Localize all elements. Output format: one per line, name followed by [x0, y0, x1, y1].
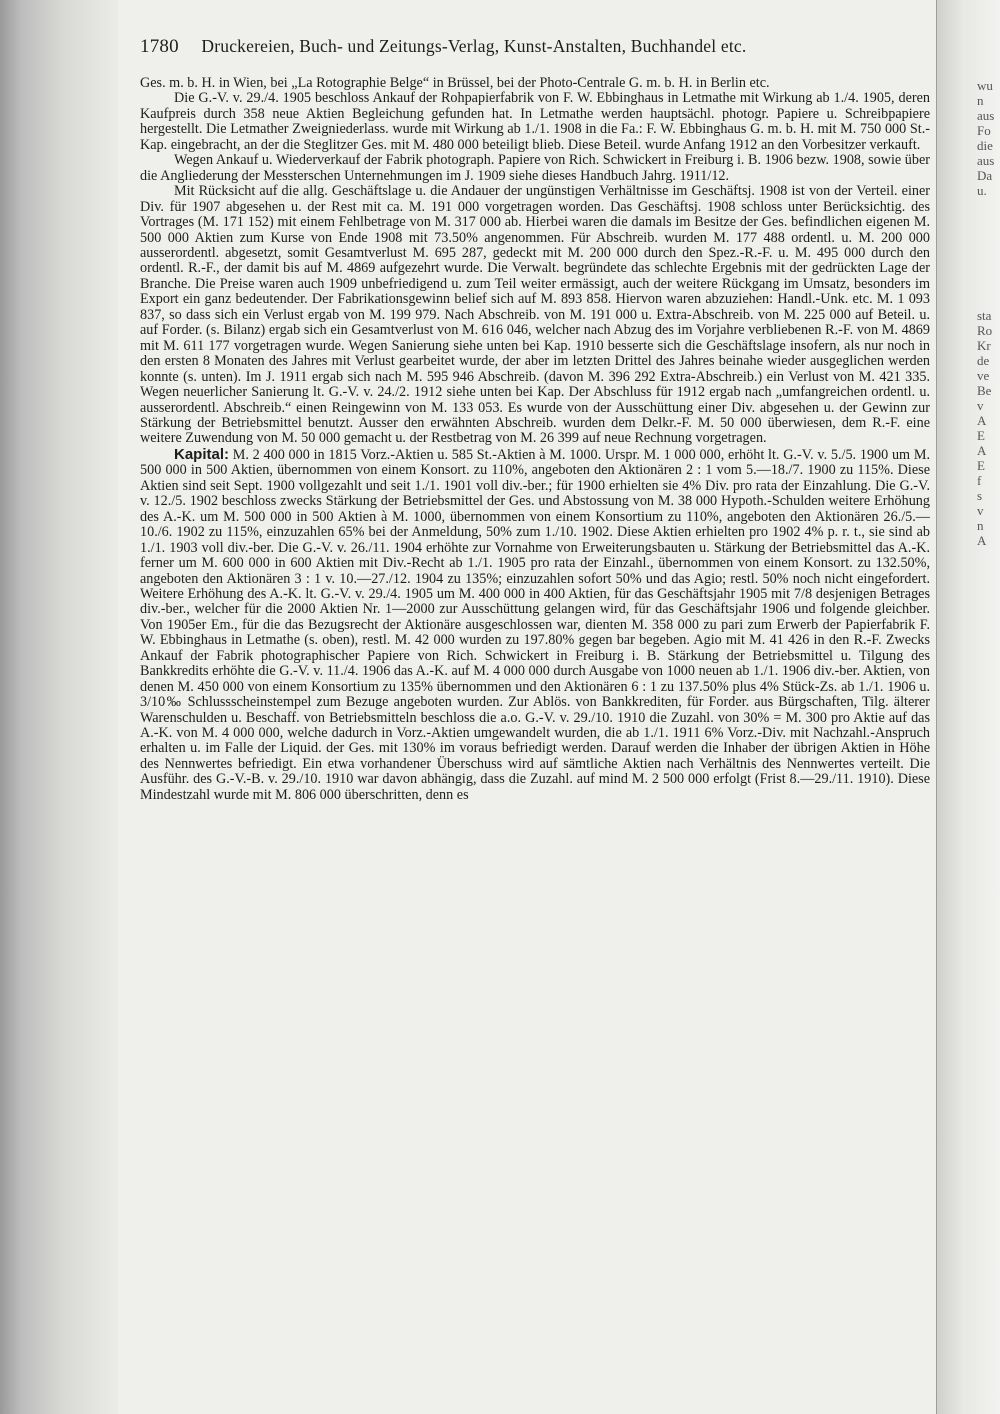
facing-page-fragment: E [977, 428, 985, 443]
facing-page-fragment: f [977, 473, 982, 488]
facing-page-fragment: die [977, 138, 993, 153]
facing-page-fragment: n [977, 93, 984, 108]
facing-page-fragment: ve [977, 368, 990, 383]
facing-page-fragment: Fo [977, 123, 991, 138]
facing-page-fragment: E [977, 458, 985, 473]
facing-page-fragment: v [977, 398, 984, 413]
facing-page-fragment: de [977, 353, 990, 368]
facing-page-fragment: A [977, 443, 987, 458]
facing-page-fragment: aus [977, 153, 995, 168]
facing-page-fragment: sta [977, 308, 992, 323]
facing-page-fragment: A [977, 533, 987, 548]
facing-page-fragment: n [977, 518, 984, 533]
paragraph-kapital [140, 447, 930, 803]
kapital-label: Kapital: [174, 445, 230, 463]
body-text [140, 76, 930, 803]
facing-page-fragment: Da [977, 168, 993, 183]
facing-page-fragment: aus [977, 108, 995, 123]
page-header [140, 36, 920, 58]
paragraph-continuation: Ges. m. b. H. in Wien, bei „La Rotographie Belge“ in Brüssel, bei der Photo-Centrale G. m. b. H. in Berlin etc. [140, 75, 770, 91]
paragraph-schwickert: Wegen Ankauf u. Wiederverkauf der Fabrik photograph. Papiere von Rich. Schwickert in Freiburg i. B. 1906 bezw. 1908, sowie über die Angliederung der Messterschen Unternehmungen im J. 1909 siehe dieses Handbuch Jahrg. 1911/12. [140, 152, 930, 184]
facing-page-fragment: A [977, 413, 987, 428]
paragraph-ebbinghaus: Die G.-V. v. 29./4. 1905 beschloss Ankauf der Rohpapierfabrik von F. W. Ebbinghaus in Letmathe mit Wirkung ab 1./4. 1905, deren Kaufpreis durch 358 neue Aktien Begleichung gefunden hat. In Letmathe werden hauptsächl. photogr. Papiere u. Schreibpapiere hergestellt. Die Letmather Zweigniederlass. wurde mit Wirkung ab 1./1. 1908 in die Fa.: F. W. Ebbinghaus G. m. b. H. mit M. 750 000 St.-Kap. eingebracht, an der die Steglitzer Ges. mit M. 480 000 beteiligt blieb. Diese Beteil. wurde Anfang 1912 an den Vorbesitzer verkauft. [140, 90, 930, 153]
paragraph-business-results: Mit Rücksicht auf die allg. Geschäftslage u. die Andauer der ungünstigen Verhältnisse im Geschäftsj. 1908 ist von der Verteil. einer Div. für 1907 abgesehen u. der Rest mit ca. M. 191 000 vorgetragen worden. Das Geschäftsj. 1908 schloss unter Berücksichtig. des Vortrages (M. 171 152) mit einem Fehlbetrage von M. 317 000 ab. Hierbei waren die damals im Besitze der Ges. befindlichen eigenen M. 500 000 Aktien zum Kurse von Ende 1908 mit 73.50% angenommen. Für Abschreib. wurden M. 177 488 ordentl. u. M. 200 000 ausserordentl. abgesetzt, somit Gesamtverlust M. 695 287, gedeckt mit M. 200 000 durch den Spez.-R.-F. u. M. 495 000 durch den ordentl. R.-F., der damit bis auf M. 4869 aufgezehrt wurde. Die Verwalt. begründete das schlechte Ergebnis mit der gedrückten Lage der Branche. Die Preise waren auch 1909 unbefriedigend u. zum Teil weiter ermässigt, auch der weitere Rückgang im Umsatz, besonders im Export ein ganz bedeutender. Der Fabrikationsgewinn belief sich auf M. 893 858. Hiervon waren abzuziehen: Handl.-Unk. etc. M. 1 093 837, so dass sich ein Verlust ergab von M. 199 979. Nach Abschreib. von M. 191 000 u. Extra-Abschreib. von M. 225 000 auf Beteil. u. auf Forder. (s. Bilanz) ergab sich ein Gesamtverlust von M. 616 046, welcher nach Abzug des im Vorjahre verbliebenen R.-F. von M. 4869 mit M. 611 177 vorgetragen wurde. Wegen Sanierung siehe unten bei Kap. 1910 besserte sich die Geschäftslage insofern, als nur noch in den ersten 8 Monaten des Jahres mit Verlust gearbeitet wurde, der aber im letzten Drittel des Jahres beinahe wieder ausgeglichen werden konnte (s. unten). Im J. 1911 ergab sich nach M. 595 946 Abschreib. (davon M. 396 292 Extra-Abschreib.) ein Verlust von M. 421 335. Wegen neuerlicher Sanierung lt. G.-V. v. 24./2. 1912 siehe unten bei Kap. Der Abschluss für 1912 ergab nach „umfangreichen ordentl. u. ausserordentl. Abschreib.“ einen Reingewinn von M. 133 053. Es wurde von der Ausschüttung einer Div. abgesehen u. der Gewinn zur Stärkung der Betriebsmittel benutzt. Ausser den erwähnten Abschreib. wurden dem Delkr.-F. M. 50 000 überwiesen, dem R.-F. eine weitere Zuwendung von M. 50 000 gemacht u. der Restbetrag von M. 26 399 auf neue Rechnung vorgetragen. [140, 183, 930, 447]
facing-page-fragment: wu [977, 78, 993, 93]
facing-page-fragment: Ro [977, 323, 993, 338]
kapital-text: M. 2 400 000 in 1815 Vorz.-Aktien u. 585 St.-Aktien à M. 1000. Urspr. M. 1 000 000, erhöht lt. G.-V. v. 5./5. 1900 um M. 500 000 in 500 Aktien, übernommen von einem Konsort. zu 110%, angeboten den Aktionären 2 : 1 vom 5.—18./7. 1900 zu 115%. Diese Aktien sind seit Sept. 1900 vollgezahlt und seit 1./1. 1901 voll div.-ber.; für 1900 erhielten sie 4% Div. pro rata der Einzahlung. Die G.-V. v. 12./5. 1902 beschloss zwecks Stärkung der Betriebsmittel der Ges. und Abstossung von M. 38 000 Hypoth.-Schulden weitere Erhöhung des A.-K. um M. 500 000 in 500 Aktien à M. 1000, übernommen von einem Konsortium zu 110%, angeboten den Aktionären 26./5.—10./6. 1902 zu 115%, einzuzahlen 65% bei der Anmeldung, 50% zum 1./10. 1902. Diese Aktien erhielten pro 1902 4% p. r. t., sie sind ab 1./1. 1903 voll div.-ber. Die G.-V. v. 26./11. 1904 erhöhte zur Vornahme von Erweiterungsbauten u. Stärkung der Betriebsmittel das A.-K. ferner um M. 600 000 in 600 Aktien mit Div.-Recht ab 1./1. 1905 pro rata der Einzahl., übernommen von einem Konsort. zu 132.50%, angeboten den Aktionären 3 : 1 v. 10.—27./12. 1904 zu 135%; einzuzahlen sofort 50% und das Agio; restl. 50% noch nicht eingefordert. Weitere Erhöhung des A.-K. lt. G.-V. v. 29./4. 1905 um M. 400 000 in 400 Aktien, für das Geschäftsjahr 1905 mit 7/8 desjenigen Betrages div.-ber., welcher für die 2000 Aktien Nr. 1—2000 zur Ausschüttung gelangen wird, für das Geschäftsjahr 1906 und folgende gleichber. Von 1905er Em., für die das Bezugsrecht der Aktionäre ausgeschlossen war, dienten M. 358 000 zu pari zum Erwerb der Papierfabrik F. W. Ebbinghaus in Letmathe (s. oben), restl. M. 42 000 wurden zu 197.80% gegen bar begeben. Agio mit M. 41 426 in den R.-F. Zwecks Ankauf der Fabrik photographischer Papiere von Rich. Schwickert in Freiburg i. B. Stärkung der Betriebsmittel u. Tilgung des Bankkredits erhöhte die G.-V. v. 11./4. 1906 das A.-K. auf M. 4 000 000 durch Ausgabe von 1000 neuen ab 1./1. 1906 div.-ber. Aktien, von denen M. 450 000 von einem Konsortium zu 135% übernommen und den Aktionären 6 : 1 zu 137.50% plus 4% Stück-Zs. ab 1./1. 1906 u. 3/10‰ Schlussscheinstempel zum Bezuge angeboten wurden. Zur Ablös. von Bankkrediten, für Forder. aus Bürgschaften, Tilg. älterer Warenschulden u. Beschaff. von Betriebsmitteln beschloss die a.o. G.-V. v. 29./10. 1910 die Zuzahl. von 30% = M. 300 pro Aktie auf das A.-K. von M. 4 000 000, welche dadurch in Vorz.-Aktien umgewandelt wurden, die ab 1./1. 1911 6% Vorz.-Div. mit Nachzahl.-Anspruch erhalten u. im Falle der Liquid. der Ges. mit 130% im voraus befriedigt werden. Darauf werden die Inhaber der übrigen Aktien in Höhe des Nennwertes befriedigt. Ein etwa vorhandener Überschuss wird auf sämtliche Aktien nach Verhältnis des Nennwertes verteilt. Die Ausführ. des G.-V.-B. v. 29./10. 1910 war davon abhängig, dass die Zuzahl. auf mind M. 2 500 000 erfolgt (Frist 8.—29./11. 1910). Diese Mindestzahl wurde mit M. 806 000 überschritten, denn es [140, 446, 931, 803]
running-title: Druckereien, Buch- und Zeitungs-Verlag, Kunst-Anstalten, Buchhandel etc. [201, 36, 747, 56]
facing-page-edge [936, 0, 1000, 1414]
facing-page-fragment: u. [977, 183, 987, 198]
facing-page-fragment: Be [977, 383, 992, 398]
facing-page-fragment: s [977, 488, 983, 503]
binding-gutter [0, 0, 118, 1414]
facing-page-fragment: v [977, 503, 984, 518]
facing-page-fragment: Kr [977, 338, 991, 353]
page-number: 1780 [140, 36, 179, 57]
